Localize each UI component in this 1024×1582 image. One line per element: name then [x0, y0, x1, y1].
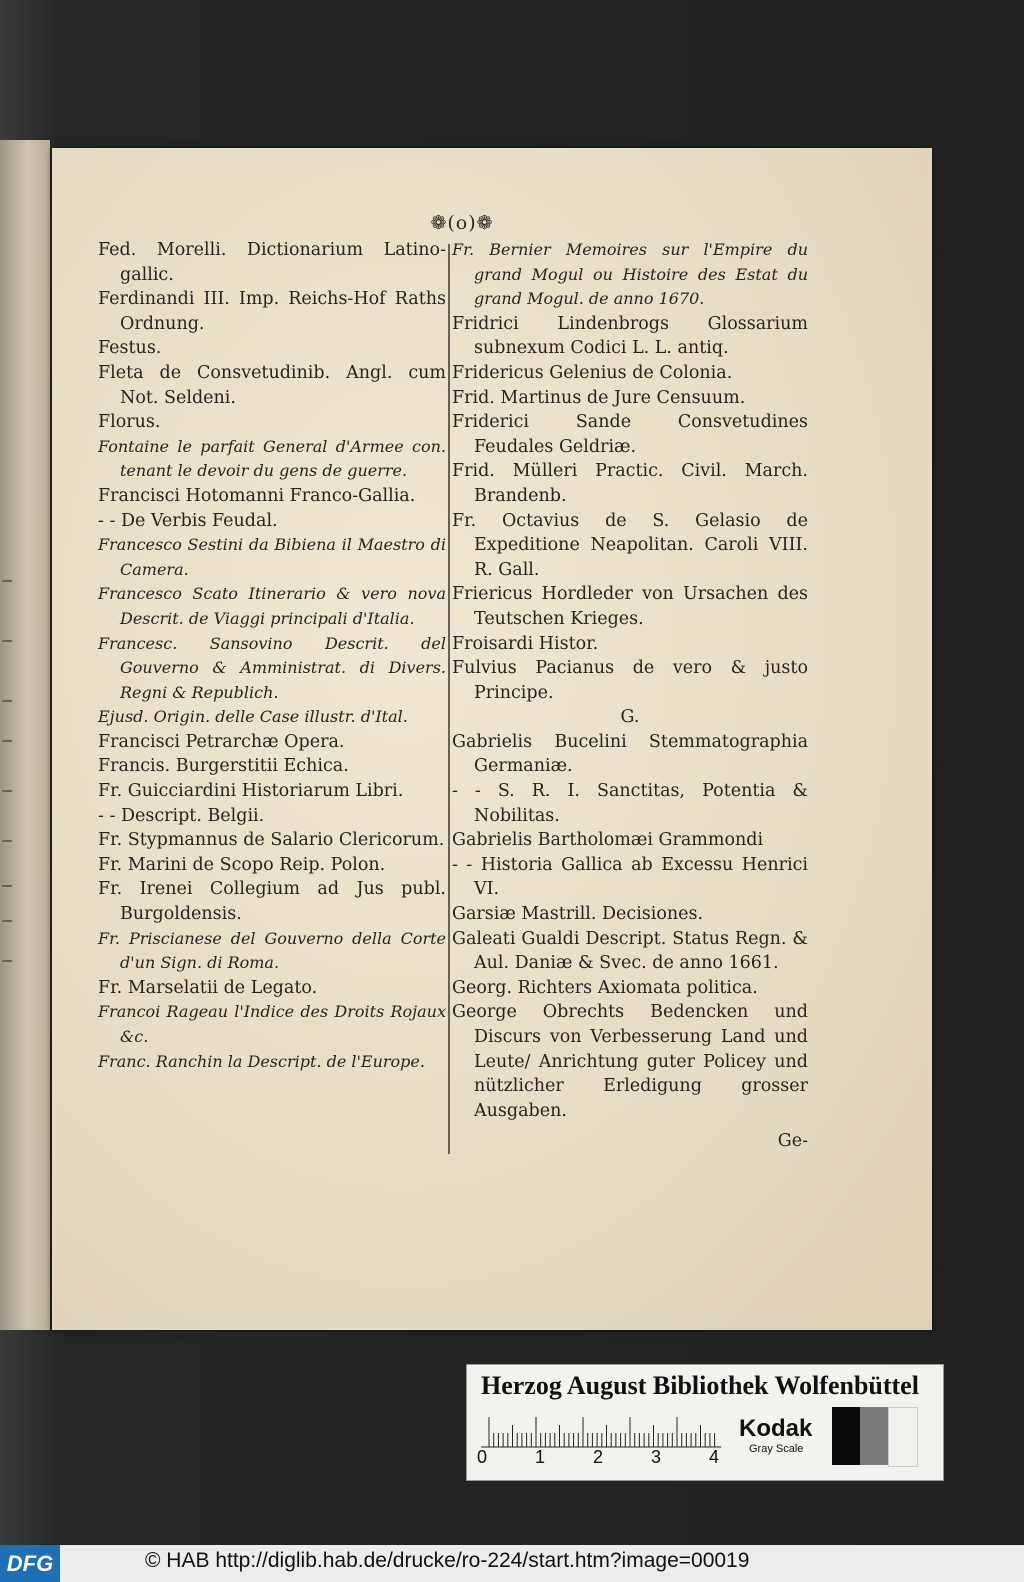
catalog-entry: Fridrici Lindenbrogs Glossarium subnexum Codici L. L. antiq.: [452, 313, 808, 359]
catalog-entry: Fr. Guicciardini Historiarum Libri.: [98, 781, 404, 802]
catalog-entry: - - Descript. Belgii.: [98, 805, 265, 826]
section-letter: G.: [620, 707, 640, 728]
catalog-entry: Fr. Octavius de S. Gelasio de Expeditione Neapolitan. Caroli VIII. R. Gall.: [452, 510, 808, 580]
catalog-entry: Francisci Petrarchæ Opera.: [98, 731, 345, 752]
catalog-entry: Frid. Mülleri Practic. Civil. March. Brandenb.: [452, 461, 808, 506]
catalog-entry: Frid. Martinus de Jure Censuum.: [452, 387, 746, 408]
library-color-card: [466, 1364, 944, 1481]
catalog-entry: Fr. Marselatii de Legato.: [98, 977, 318, 998]
catalog-entry: Francisci Hotomanni Franco-Gallia.: [98, 485, 416, 506]
catalog-entry: Friericus Hordleder von Ursachen des Teutschen Krieges.: [452, 584, 808, 629]
catchword: Ge-: [777, 1131, 808, 1152]
catalog-entry: Fr. Priscianese del Gouverno della Corte d'un Sign. di Roma.: [98, 928, 446, 973]
ruler-labels: [477, 1447, 727, 1469]
adjacent-page-edge: [0, 140, 50, 1330]
book-page: [52, 148, 932, 1330]
catalog-entry: Fulvius Pacianus de vero & justo Principe.: [452, 658, 808, 703]
catalog-entry: Garsiæ Mastrill. Decisiones.: [452, 904, 704, 925]
catalog-entry: Fr. Irenei Collegium ad Jus publ. Burgoldensis.: [98, 879, 446, 925]
catalog-entry: Francoi Rageau l'Indice des Droits Rojaux &c.: [98, 1002, 446, 1046]
catalog-entry: Franc. Ranchin la Descript. de l'Europe.: [98, 1051, 425, 1071]
library-name: Herzog August Bibliothek Wolfenbüttel: [481, 1371, 919, 1400]
catalog-entry: Galeati Gualdi Descript. Status Regn. & Aul. Daniæ & Svec. de anno 1661.: [452, 928, 808, 974]
catalog-entry: Georg. Richters Axiomata politica.: [452, 977, 758, 998]
gray-scale-label: Gray Scale: [749, 1443, 804, 1455]
copyright-url: © HAB http://diglib.hab.de/drucke/ro-224/start.htm?image=00019: [145, 1549, 750, 1572]
catalog-entry: Festus.: [98, 338, 162, 359]
catalog-entry: Froisardi Histor.: [452, 633, 599, 654]
catalog-entry: Fr. Stypmannus de Salario Clericorum.: [98, 830, 445, 851]
catalog-entry: Florus.: [98, 412, 161, 433]
catalog-entry: - - De Verbis Feudal.: [98, 510, 278, 531]
kodak-logo-text: Kodak: [739, 1415, 813, 1442]
catalog-entry: - - S. R. I. Sanctitas, Potentia & Nobilitas.: [452, 781, 808, 826]
catalog-entry: Gabrielis Bucelini Stemmatographia Germaniæ.: [452, 731, 808, 777]
catalog-entry: Fr. Marini de Scopo Reip. Polon.: [98, 854, 386, 875]
ruler-label: 3: [651, 1447, 662, 1467]
catalog-entry: Fontaine le parfait General d'Armee con. tenant le devoir du gens de guerre.: [98, 436, 446, 481]
page-header-ornament: ❁(o)❁: [430, 212, 494, 234]
catalog-entry: Friderici Sande Consvetudines Feudales Geldriæ.: [452, 412, 808, 457]
ruler-label: 2: [593, 1447, 604, 1467]
ruler-label: 0: [477, 1447, 488, 1467]
catalog-entry: Francis. Burgerstitii Echica.: [98, 756, 349, 777]
left-column: [80, 238, 446, 1074]
catalog-entry: Ferdinandi III. Imp. Reichs-Hof Raths Ordnung.: [98, 289, 446, 334]
catalog-entry: George Obrechts Bedencken und Discurs von Verbesserung Land und Leute/ Anrichtung guter Policey und nützlicher Erledigung grosser Ausgaben.: [452, 1002, 808, 1121]
catalog-entry: Fleta de Consvetudinib. Angl. cum Not. Seldeni.: [98, 362, 446, 408]
catalog-entry: Fr. Bernier Memoires sur l'Empire du grand Mogul ou Histoire des Estat du grand Mogul. de anno 1670.: [452, 240, 808, 309]
ruler-label: 4: [709, 1447, 720, 1467]
catalog-entry: Francesco Sestini da Bibiena il Maestro di Camera.: [98, 535, 446, 579]
catalog-entry: Francesco Scato Itinerario & vero nova Descrit. de Viaggi principali d'Italia.: [98, 584, 446, 628]
catalog-entry: Fed. Morelli. Dictionarium Latino-gallic.: [98, 240, 446, 285]
scale-ruler: [481, 1415, 721, 1449]
ruler-label: 1: [535, 1447, 546, 1467]
catalog-entry: - - Historia Gallica ab Excessu Henrici VI.: [452, 854, 808, 900]
footer-bar: [0, 1545, 1024, 1582]
catalog-entry: Ejusd. Origin. delle Case illustr. d'Ital.: [98, 707, 408, 727]
right-column: [446, 238, 808, 1154]
catalog-entry: Francesc. Sansovino Descrit. del Gouverno & Amministrat. di Divers. Regni & Republich.: [98, 633, 446, 702]
catalog-entry: Gabrielis Bartholomæi Grammondi: [452, 830, 764, 851]
catalog-entry: Fridericus Gelenius de Colonia.: [452, 362, 733, 383]
dfg-logo: DFG: [0, 1545, 60, 1582]
